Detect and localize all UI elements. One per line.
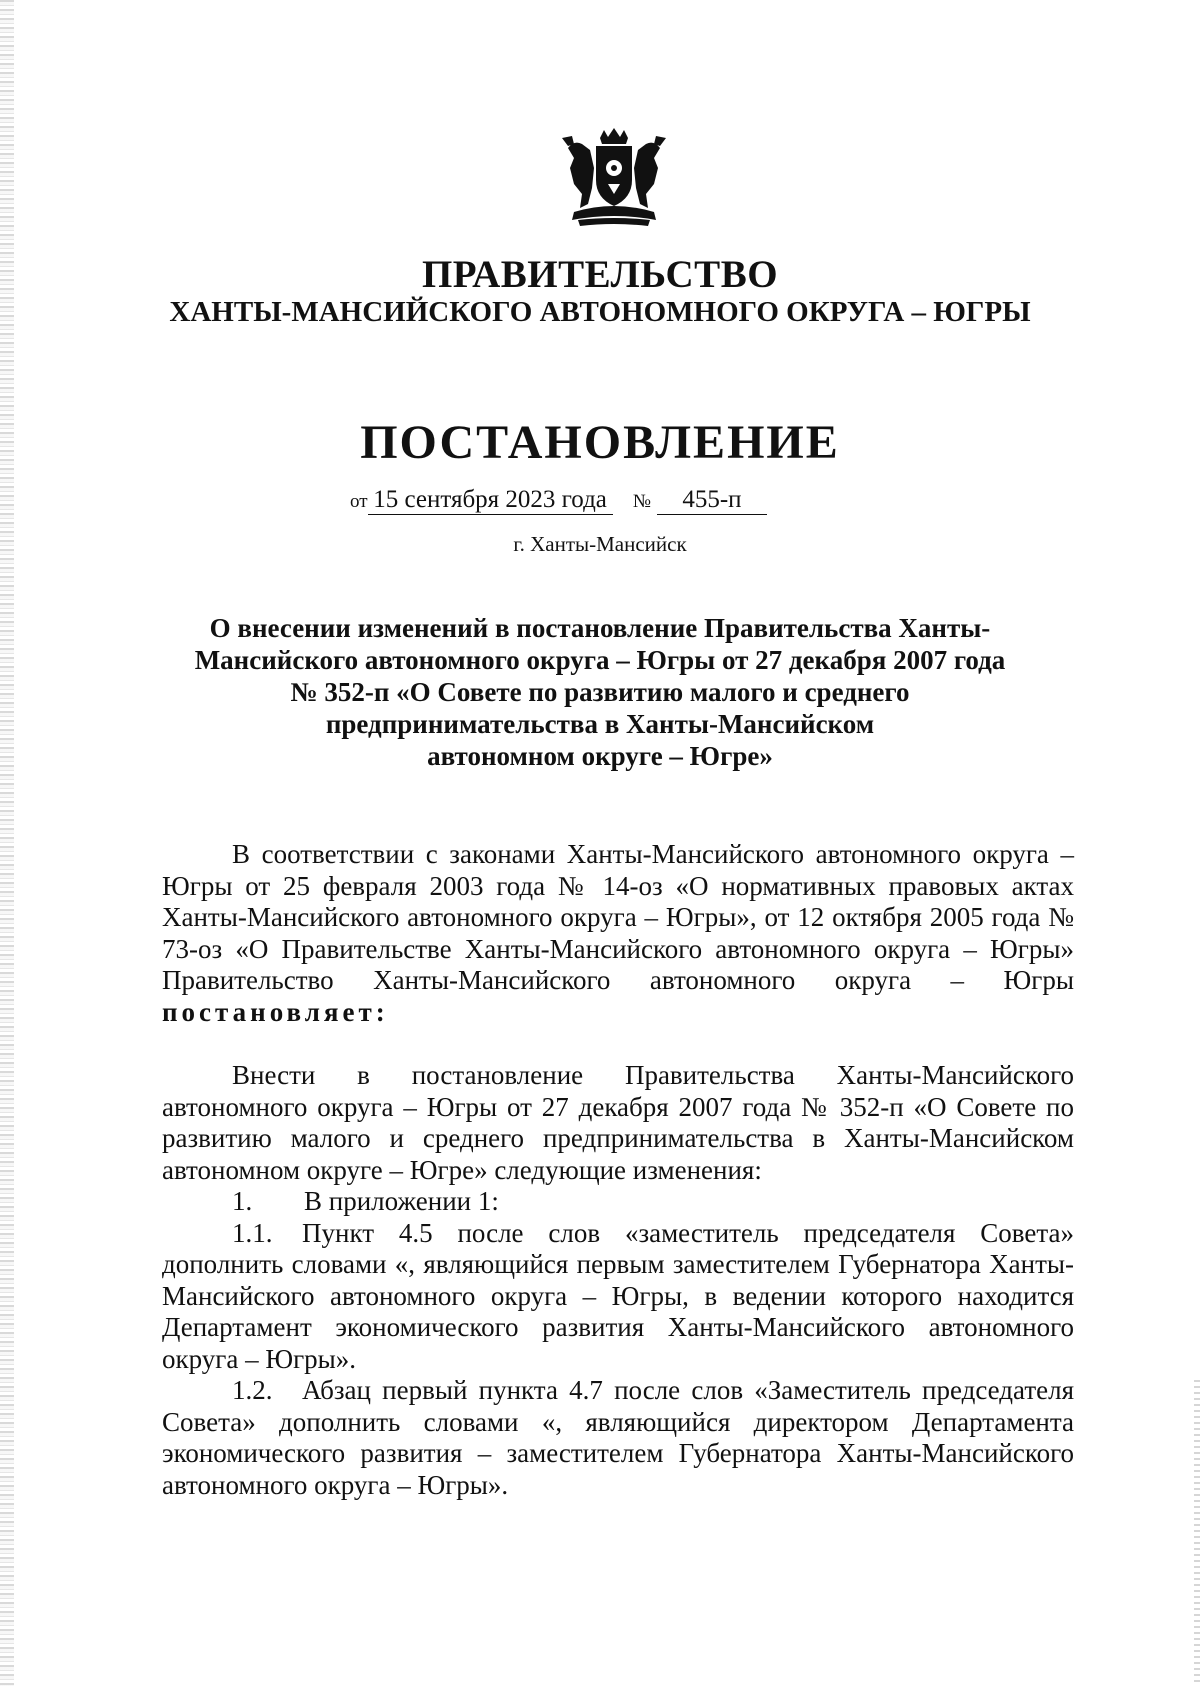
city: г. Ханты-Мансийск: [513, 532, 687, 556]
decree-body: [162, 1060, 1074, 1501]
item-1-1: [162, 1218, 1074, 1376]
title-line: автономном округе – Югре»: [427, 741, 773, 771]
number-prefix: №: [632, 491, 651, 512]
coat-of-arms-emblem: [560, 128, 668, 228]
item-text: Пункт 4.5 после слов «заместитель председателя Совета» дополнить словами «, являющийся первым заместителем Губернатора Ханты-Мансийского автономного округа – Югры, в ведении которого находится Департамент экономического развития Ханты-Мансийского автономного округа – Югры».: [162, 1217, 1074, 1374]
government-region: ХАНТЫ-МАНСИЙСКОГО АВТОНОМНОГО ОКРУГА – ЮГРЫ: [169, 296, 1031, 328]
item-number: 1.2.: [232, 1375, 273, 1405]
item-number: 1.: [232, 1186, 253, 1216]
preamble-paragraph: [162, 839, 1074, 1028]
intro-paragraph: Внести в постановление Правительства Ханты-Мансийского автономного округа – Югры от 27 декабря 2007 года № 352-п «О Совете по развитию малого и среднего предпринимательства в Ханты-Мансийском автономном округе – Югре» следующие изменения:: [162, 1060, 1074, 1185]
scan-edge-right: [1194, 1380, 1200, 1686]
document-number: 455-п: [657, 486, 767, 515]
title-line: Мансийского автономного округа – Югры от 27 декабря 2007 года: [194, 645, 1006, 675]
item-1: [162, 1186, 1074, 1218]
title-line: О внесении изменений в постановление Правительства Ханты-: [209, 613, 991, 643]
preamble-text: В соответствии с законами Ханты-Мансийского автономного округа – Югры от 25 февраля 2003 года № 14-оз «О нормативных правовых актах Ханты-Мансийского автономного округа – Югры», от 12 октября 2005 года № 73-оз «О Правительстве Ханты-Мансийского автономного округа – Югры» Правительство Ханты-Мансийского автономного округа – Югры: [162, 839, 1074, 995]
item-number: 1.1.: [232, 1217, 273, 1248]
date-number-line: [350, 486, 910, 518]
document-title: [180, 612, 1020, 772]
government-title: ПРАВИТЕЛЬСТВО: [421, 253, 779, 296]
title-line: № 352-п «О Совете по развитию малого и среднего: [290, 677, 910, 707]
document-type: ПОСТАНОВЛЕНИЕ: [360, 416, 840, 469]
item-1-2: [162, 1375, 1074, 1501]
item-text: Абзац первый пункта 4.7 после слов «Заместитель председателя Совета» дополнить словами «, являющийся директором Департамента экономического развития – заместителем Губернатора Ханты-Мансийского автономного округа – Югры».: [162, 1375, 1074, 1500]
decree-word: постановляет:: [162, 996, 389, 1027]
date-prefix: от: [350, 491, 368, 512]
item-text: В приложении 1:: [304, 1186, 499, 1216]
document-date: 15 сентября 2023 года: [368, 486, 613, 515]
title-line: предпринимательства в Ханты-Мансийском: [325, 709, 875, 739]
